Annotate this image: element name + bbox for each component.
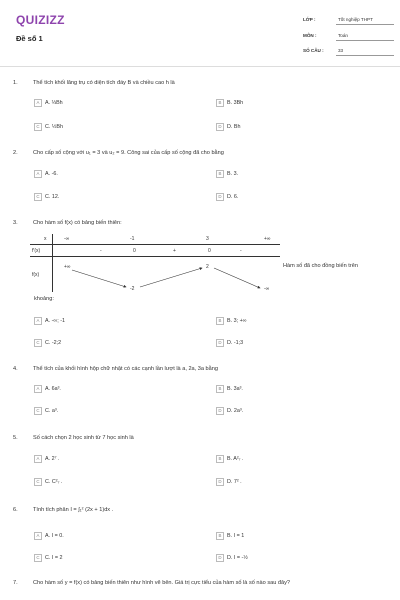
sign: 0 (208, 248, 211, 254)
function-label: f(x) (32, 272, 40, 278)
option-c[interactable]: C C. -2;2 (34, 339, 61, 347)
option-d[interactable]: D D. 7² . (216, 478, 242, 486)
question-3-tail-2: khoảng: (34, 296, 54, 302)
variation-table (30, 234, 280, 296)
option-b[interactable]: B B. 3Bh (216, 99, 243, 107)
header-divider (0, 66, 400, 67)
option-b[interactable]: B B. 3a³. (216, 385, 243, 393)
f-value: -2 (130, 286, 135, 292)
x-value: -∞ (64, 236, 70, 242)
f-value: -∞ (264, 286, 270, 292)
option-c[interactable]: C C. C²₇ . (34, 478, 62, 486)
option-d[interactable]: D D. -1;3 (216, 339, 243, 347)
option-d[interactable]: D D. 2a³. (216, 407, 243, 415)
quizizz-logo: QUIZIZZ (16, 13, 65, 27)
x-label: x (44, 236, 47, 242)
option-c[interactable]: C C. a³. (34, 407, 58, 415)
option-d[interactable]: D D. Bh (216, 123, 240, 131)
f-value: +∞ (64, 264, 71, 270)
question-3-tail: Hàm số đã cho đồng biến trên (283, 263, 358, 269)
x-value: +∞ (264, 236, 271, 242)
page-header: QUIZIZZ Đề số 1 LỚP : Tốt nghiệp THPT MÔN : Toán SỐ CÂU : 33 (0, 0, 400, 66)
option-b[interactable]: B B. I = 1 (216, 532, 244, 540)
option-a[interactable]: A A. 6a³. (34, 385, 61, 393)
option-a[interactable]: A A. -6. (34, 170, 58, 178)
option-b[interactable]: B B. A²₇ . (216, 455, 244, 463)
option-a[interactable]: A A. ⅓Bh (34, 99, 63, 107)
sign: + (173, 248, 176, 254)
option-a[interactable]: A A. I = 0. (34, 532, 64, 540)
option-b[interactable]: B B. 3; +∞ (216, 317, 247, 325)
x-value: 3 (206, 236, 209, 242)
exam-title: Đề số 1 (16, 34, 43, 43)
option-d[interactable]: D D. I = -½ (216, 554, 248, 562)
option-a[interactable]: A A. 2⁷ . (34, 455, 60, 463)
sign: - (240, 248, 242, 254)
derivative-label: f′(x) (32, 248, 41, 254)
x-value: -1 (130, 236, 135, 242)
variation-arrows (30, 234, 280, 296)
sign: 0 (133, 248, 136, 254)
option-c[interactable]: C C. I = 2 (34, 554, 63, 562)
option-a[interactable]: A A. -∞; -1 (34, 317, 65, 325)
option-d[interactable]: D D. 6. (216, 193, 238, 201)
option-c[interactable]: C C. ½Bh (34, 123, 63, 131)
option-b[interactable]: B B. 3. (216, 170, 238, 178)
f-value: 2 (206, 264, 209, 270)
sign: - (100, 248, 102, 254)
option-c[interactable]: C C. 12. (34, 193, 59, 201)
